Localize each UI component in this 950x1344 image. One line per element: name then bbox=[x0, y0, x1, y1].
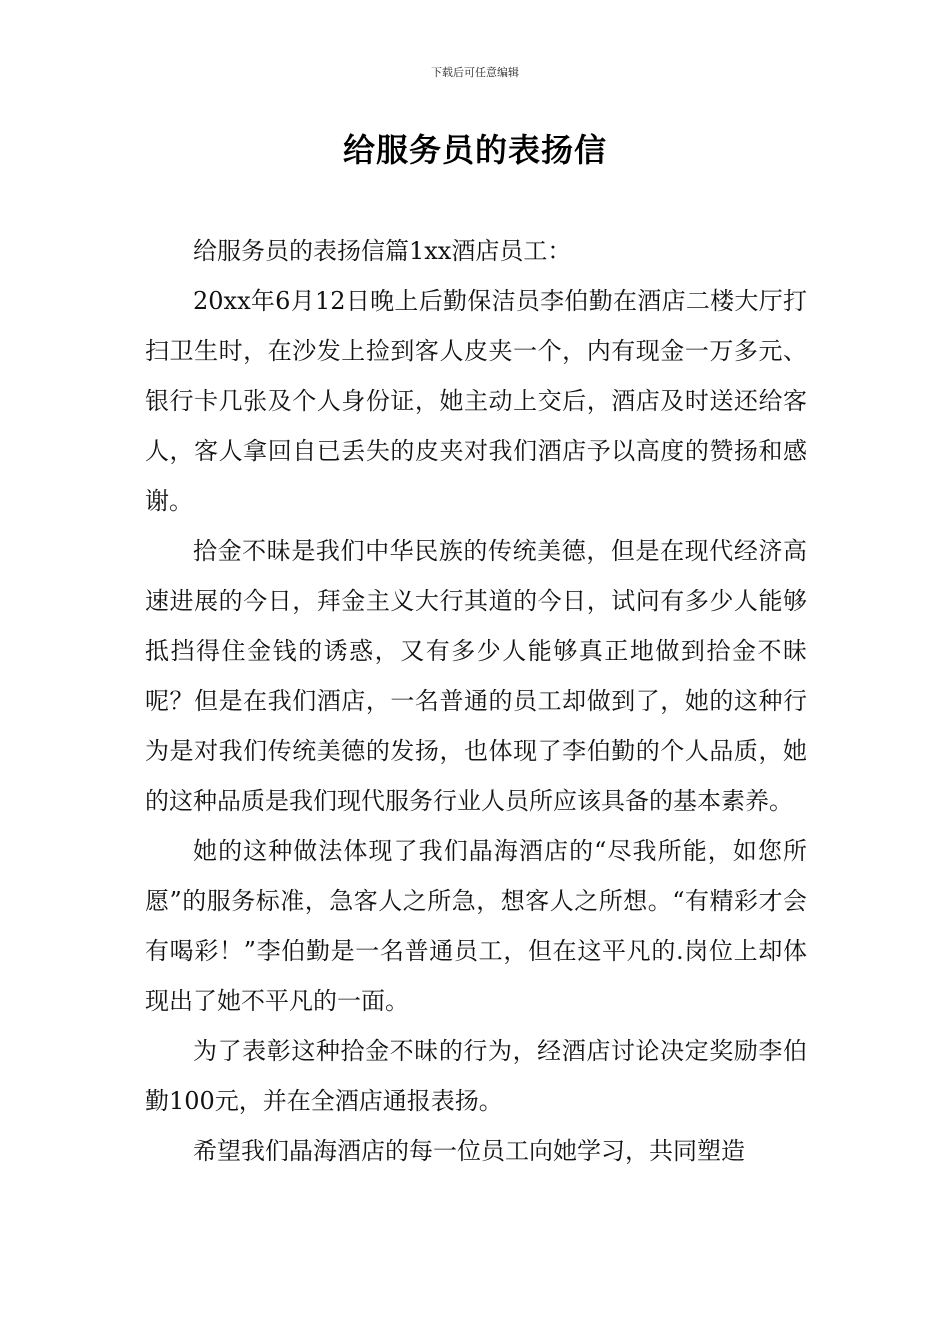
paragraph-service-standard: 她的这种做法体现了我们晶海酒店的“尽我所能，如您所愿”的服务标准，急客人之所急，想客人之所想。“有精彩才会有喝彩！”李伯勤是一名普通员工，但在这平凡的.岗位上却体现出了她不平凡的一面。 bbox=[145, 837, 807, 1015]
paragraph-hope: 希望我们晶海酒店的每一位员工向她学习，共同塑造 bbox=[193, 1137, 745, 1165]
paragraph-incident: 20xx年6月12日晚上后勤保洁员李伯勤在酒店二楼大厅打扫卫生时，在沙发上捡到客人皮夹一个，内有现金一万多元、银行卡几张及个人身份证，她主动上交后，酒店及时送还给客人，客人拿回自已丢失的皮夹对我们酒店予以高度的赞扬和感谢。 bbox=[145, 287, 807, 515]
paragraph-reward: 为了表彰这种拾金不昧的行为，经酒店讨论决定奖励李伯勤100元，并在全酒店通报表扬。 bbox=[145, 1037, 807, 1115]
document-title: 给服务员的表扬信 bbox=[342, 131, 607, 169]
document-body bbox=[145, 226, 807, 1176]
header-note: 下载后可任意编辑 bbox=[431, 66, 519, 79]
paragraph-virtue: 拾金不昧是我们中华民族的传统美德，但是在现代经济高速进展的今日，拜金主义大行其道的今日，试问有多少人能够抵挡得住金钱的诱惑，又有多少人能够真正地做到拾金不昧呢？但是在我们酒店，一名普通的员工却做到了，她的这种行为是对我们传统美德的发扬，也体现了李伯勤的个人品质，她的这种品质是我们现代服务行业人员所应该具备的基本素养。 bbox=[145, 537, 807, 815]
paragraph-salutation: 给服务员的表扬信篇1xx酒店员工： bbox=[193, 237, 572, 265]
